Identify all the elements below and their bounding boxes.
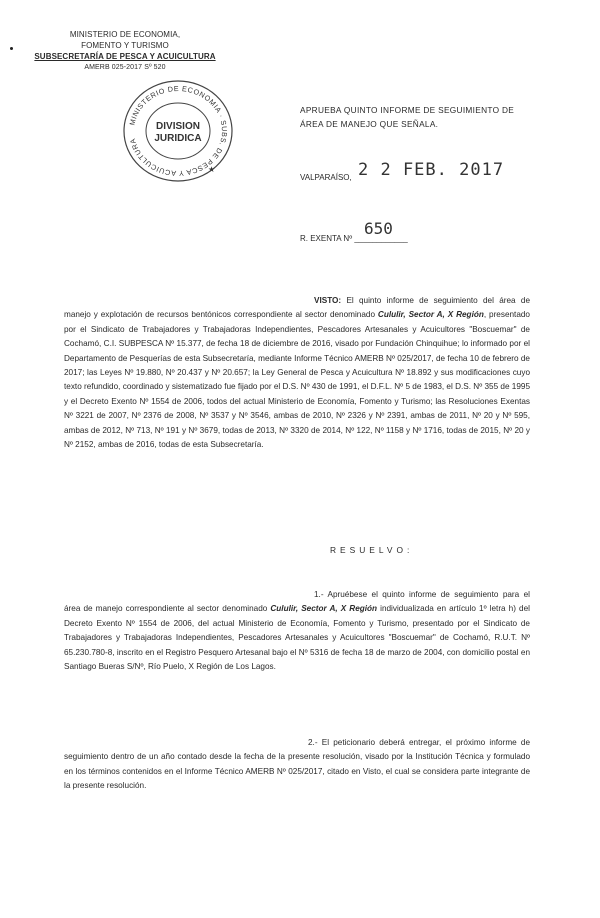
point1-sector: Cululir, Sector A, X Región xyxy=(270,604,378,614)
reference-line1: APRUEBA QUINTO INFORME DE SEGUIMIENTO DE xyxy=(300,105,515,115)
margin-dot xyxy=(10,47,13,50)
visto-text-a: El quinto informe de seguimiento del área de manejo y explotación de recursos bentónicos correspondiente al sector denominado xyxy=(64,296,530,320)
file-reference: AMERB 025-2017 Sº 520 xyxy=(84,64,166,71)
seal-center-line2: JURIDICA xyxy=(154,133,202,144)
point1-paragraph xyxy=(64,588,530,674)
point1-text-a: 1.- Apruébese el quinto informe de seguimiento para el área de manejo correspondiente al sector denominado xyxy=(64,590,530,614)
visto-sector: Cululir, Sector A, X Región xyxy=(377,310,484,320)
date-place: VALPARAÍSO, xyxy=(300,173,352,182)
seal-ring-text: MINISTERIO DE ECONOMIA · SUBS. DE PESCA Y ACUICULTURA xyxy=(127,83,230,179)
resolution-blank: ____________ xyxy=(354,234,408,243)
resolution-block xyxy=(300,219,408,243)
resolution-label: R. EXENTA Nº xyxy=(300,234,353,243)
seal-center-line1: DIVISION xyxy=(156,121,200,132)
point2-text: 2.- El peticionario deberá entregar, el próximo informe de seguimiento dentro de un año contado desde la fecha de la presente resolución, visado por la Institución Técnica y formulado en los términos contenidos en el Informe Técnico AMERB Nº 025/2017, citado en Visto, el cual se considera parte integrante de la presente resolución. xyxy=(64,738,530,791)
ministry-subtitle: FOMENTO Y TURISMO xyxy=(81,41,169,50)
resuelvo-heading: RESUELVO: xyxy=(330,545,414,555)
reference-line2: ÁREA DE MANEJO QUE SEÑALA. xyxy=(300,119,439,129)
point1-text-b: individualizada en artículo 1º letra h) del Decreto Exento Nº 1554 de 2006, del actual Ministerio de Economía, Fomento y Turismo, presentado por el Sindicato de Trabajadores y Trabajadoras Independientes, Pescadores Artesanales y Acuicultores "Boscuemar" de Cochamó, R.U.T. Nº 65.230.780-8, inscrito en el Registro Pesquero Artesanal bajo el Nº 5316 de fecha 18 de marzo de 2004, con domicilio postal en Santiago Bueras S/Nº, Río Puelo, X Región de Los Lagos. xyxy=(64,604,530,672)
subsecretary-name: SUBSECRETARÍA DE PESCA Y ACUICULTURA xyxy=(34,52,216,61)
visto-label: VISTO: xyxy=(314,296,342,305)
date-block xyxy=(300,160,505,182)
ministry-name: MINISTERIO DE ECONOMIA, xyxy=(69,30,181,39)
point2-paragraph xyxy=(64,736,530,794)
date-stamp: 2 2 FEB. 2017 xyxy=(358,160,505,180)
resolution-number: 650 xyxy=(364,219,393,238)
division-juridica-seal xyxy=(112,76,244,186)
visto-text-b: , presentado por el Sindicato de Trabajadores y Trabajadoras Independientes, Pescadores Artesanales y Acuicultores "Boscuemar" de Cochamó, C.I. SUBPESCA Nº 15.377, de fecha 18 de diciembre de 2016, visado por Fundación Chinquihue; lo informado por el Departamento de Pesquerías de esta Subsecretaría, mediante Informe Técnico AMERB Nº 025/2017, de fecha 10 de febrero de 2017; las Leyes Nº 19.880, Nº 20.437 y Nº 20.657; la Ley General de Pesca y Acuicultura Nº 18.892 y sus modificaciones cuyo texto refundido, coordinado y sistematizado fue fijado por el D.S. Nº 430 de 1991, el D.F.L. Nº 5 de 1983, el D.S. Nº 355 de 1995 y el Decreto Exento Nº 1554 de 2006, todos del actual Ministerio de Economía, Fomento y Turismo; las Resoluciones Exentas Nº 3221 de 2007, Nº 2376 de 2008, Nº 3537 y Nº 3546, ambas de 2010, Nº 2326 y Nº 2391, ambas de 2011, Nº 20 y Nº 595, ambas de 2012, Nº 713, Nº 191 y Nº 3679, todas de 2013, Nº 3320 de 2014, Nº 122, Nº 1158 y Nº 1716, todas de 2015, Nº 20 y Nº 2152, ambas de 2016, todas de esta Subsecretaría. xyxy=(64,310,530,450)
visto-paragraph xyxy=(64,294,530,452)
star-icon: ★ xyxy=(208,165,216,174)
